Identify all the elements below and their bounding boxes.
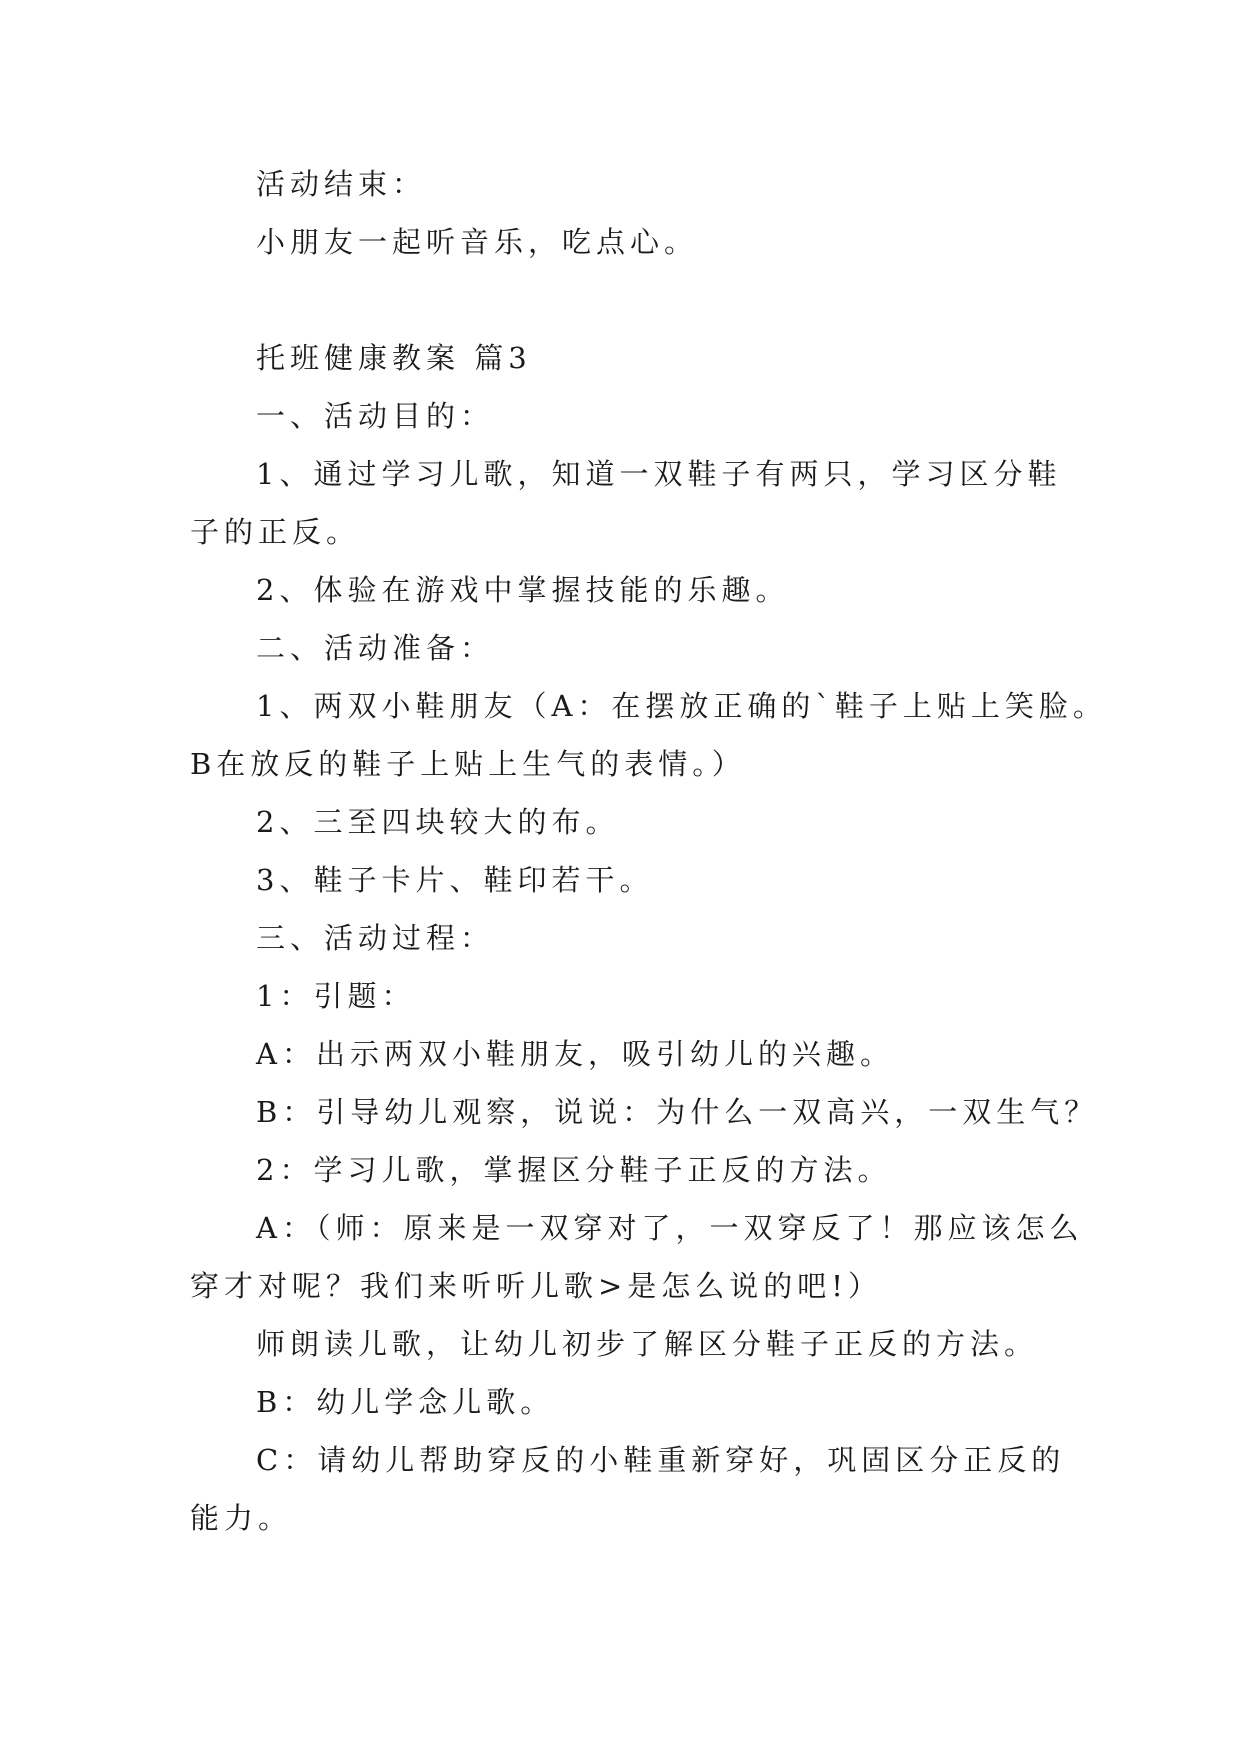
text-line: A：（师：原来是一双穿对了，一双穿反了！那应该怎么 <box>256 1211 1084 1245</box>
text-line: 2、体验在游戏中掌握技能的乐趣。 <box>256 573 790 607</box>
text-line: 师朗读儿歌，让幼儿初步了解区分鞋子正反的方法。 <box>256 1327 1039 1361</box>
text-line: B在放反的鞋子上贴上生气的表情。） <box>190 747 746 781</box>
text-line: 3、鞋子卡片、鞋印若干。 <box>256 863 654 897</box>
text-line: 1：引题： <box>256 979 416 1013</box>
text-line: 子的正反。 <box>190 515 361 549</box>
text-line: 三、活动过程： <box>256 921 495 955</box>
text-line: 1、两双小鞋朋友（A：在摆放正确的`鞋子上贴上笑脸。 <box>256 689 1107 723</box>
text-line: 小朋友一起听音乐，吃点心。 <box>256 225 699 259</box>
text-line: 2：学习儿歌，掌握区分鞋子正反的方法。 <box>256 1153 892 1187</box>
section-heading: 托班健康教案 篇3 <box>256 341 532 375</box>
text-line: 二、活动准备： <box>256 631 495 665</box>
text-line: 一、活动目的： <box>256 399 495 433</box>
text-line: B：幼儿学念儿歌。 <box>256 1385 555 1419</box>
text-line: 活动结束： <box>256 167 427 201</box>
text-line: B：引导幼儿观察，说说：为什么一双高兴，一双生气？ <box>256 1095 1099 1129</box>
text-line: 能力。 <box>190 1501 293 1535</box>
text-line: 1、通过学习儿歌，知道一双鞋子有两只，学习区分鞋 <box>256 457 1062 491</box>
text-line: 2、三至四块较大的布。 <box>256 805 620 839</box>
text-line: A：出示两双小鞋朋友，吸引幼儿的兴趣。 <box>256 1037 894 1071</box>
text-line: 穿才对呢？我们来听听儿歌>是怎么说的吧!） <box>190 1269 882 1303</box>
text-line: C：请幼儿帮助穿反的小鞋重新穿好，巩固区分正反的 <box>256 1443 1066 1477</box>
